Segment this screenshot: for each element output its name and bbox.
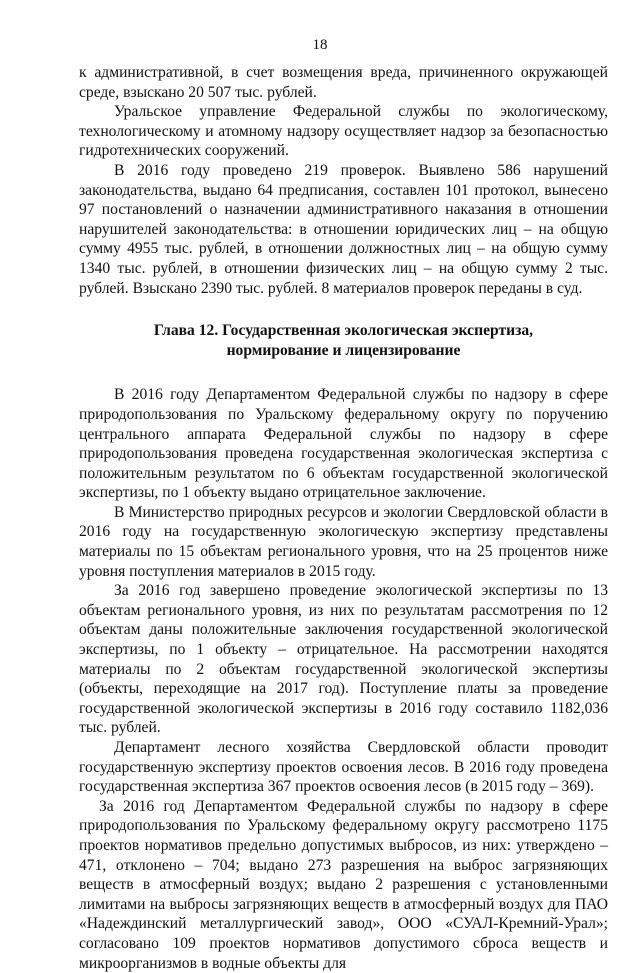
paragraph-federal-expertise: В 2016 году Департаментом Федеральной службы по надзору в сфере природопользования по Уральскому федеральному округу по поручению центрального аппарата Федеральной службы по надзору в сфере природопользования проведена государственная экологическая экспертиза с положительным результатом по 6 объектам государственной экологической экспертизы, по 1 объекту выдано отрицательное заключение. xyxy=(79,386,608,502)
paragraph-emission-standards: За 2016 год Департаментом Федеральной службы по надзору в сфере природопользования по Уральскому федеральному округу рассмотрено 1175 проектов нормативов предельно допустимых выбросов, из них: утверждено – 471, отклонено – 704; выдано 273 разрешения на выброс загрязняющих веществ в атмосферный воздух; выдано 2 разрешения с установленными лимитами на выбросы загрязняющих веществ в атмосферный воздух для ПАО «Надеждинский металлургический завод», ООО «СУАЛ-Кремний-Урал»; согласовано 109 проектов нормативов допустимого сброса веществ и микроорганизмов в водные объекты для xyxy=(79,797,608,972)
paragraph-inspections-2016: В 2016 году проведено 219 проверок. Выявлено 586 нарушений законодательства, выдано 64 предписания, составлен 101 протокол, вынесено 97 постановлений о назначении административного наказания в отношении нарушителей законодательства: в отношении юридических лиц – на общую сумму 4955 тыс. рублей, в отношении должностных лиц – на общую сумму 1340 тыс. рублей, в отношении физических лиц – на общую сумму 2 тыс. рублей. Взыскано 2390 тыс. рублей. 8 материалов проверок переданы в суд. xyxy=(79,161,608,297)
paragraph-ural-supervision: Уральское управление Федеральной службы по экологическому, технологическому и атомному надзору осуществляет надзор за безопасностью гидротехнических сооружений. xyxy=(79,103,608,160)
chapter-heading xyxy=(79,321,608,360)
paragraph-regional-expertise: За 2016 год завершено проведение экологической экспертизы по 13 объектам регионального уровня, из них по результатам рассмотрения по 12 объектам даны положительные заключения государственной экологической экспертизы, по 1 объекту – отрицательное. На рассмотрении находятся материалы по 2 объектам государственной экологической экспертизы (объекты, переходящие на 2017 год). Поступление платы за проведение государственной экологической экспертизы в 2016 году составило 1182,036 тыс. рублей. xyxy=(79,582,608,737)
page-number: 18 xyxy=(312,37,328,53)
document-body xyxy=(79,63,608,973)
paragraph-continuation: к административной, в счет возмещения вреда, причиненного окружающей среде, взыскано 20 507 тыс. рублей. xyxy=(79,64,608,101)
chapter-title-line-1: Глава 12. Государственная экологическая экспертиза, xyxy=(153,322,534,340)
chapter-title-line-2: нормирование и лицензирование xyxy=(226,341,461,359)
paragraph-ministry-expertise: В Министерство природных ресурсов и экологии Свердловской области в 2016 году на государственную экологическую экспертизу представлены материалы по 15 объектам регионального уровня, что на 25 процентов ниже уровня поступления материалов в 2015 году. xyxy=(79,503,608,580)
paragraph-forestry-expertise: Департамент лесного хозяйства Свердловской области проводит государственную экспертизу проектов освоения лесов. В 2016 году проведена государственная экспертиза 367 проектов освоения лесов (в 2015 году – 369). xyxy=(79,739,608,796)
